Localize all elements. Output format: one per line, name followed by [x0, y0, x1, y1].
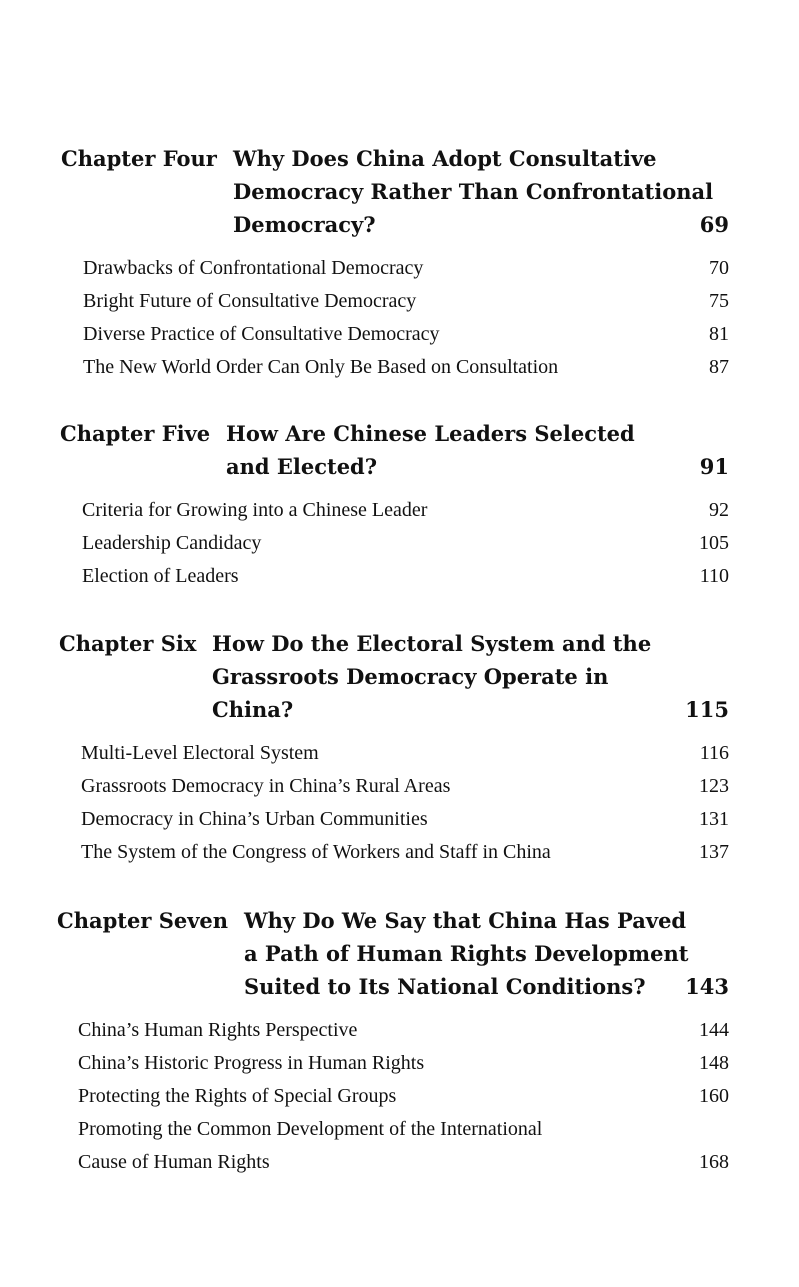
section-entry — [83, 351, 729, 384]
section-entry — [81, 770, 729, 803]
section-list — [82, 494, 729, 593]
section-page-number: 81 — [709, 323, 729, 345]
section-title: China’s Historic Progress in Human Rights — [78, 1052, 425, 1074]
section-title: Leadership Candidacy — [82, 532, 262, 554]
chapter-title-line: How Are Chinese Leaders Selected — [226, 421, 635, 446]
section-title: Protecting the Rights of Special Groups — [78, 1085, 397, 1107]
chapter-page-number: 69 — [699, 212, 729, 237]
chapter-title — [226, 417, 635, 483]
section-page-number: 92 — [709, 499, 729, 521]
section-title: The New World Order Can Only Be Based on Consultation — [83, 356, 559, 378]
section-entry — [82, 494, 729, 527]
chapter-title-line: Why Do We Say that China Has Paved — [244, 908, 687, 933]
section-title: Drawbacks of Confrontational Democracy — [83, 257, 424, 279]
section-title: Multi-Level Electoral System — [81, 742, 319, 764]
chapter-label: Chapter Six — [59, 631, 197, 656]
section-entry — [82, 527, 729, 560]
chapter-title-line: Suited to Its National Conditions? — [244, 974, 646, 999]
section-title: Promoting the Common Development of the International — [78, 1118, 543, 1140]
chapter-page-number: 143 — [685, 974, 729, 999]
section-page-number: 75 — [709, 290, 729, 312]
section-title: China’s Human Rights Perspective — [78, 1019, 358, 1041]
section-title: The System of the Congress of Workers and Staff in China — [81, 841, 551, 863]
chapter-title-line: a Path of Human Rights Development — [244, 941, 689, 966]
chapter-page-number: 91 — [699, 454, 729, 479]
section-title: Criteria for Growing into a Chinese Leader — [82, 499, 428, 521]
section-entry — [78, 1047, 729, 1080]
chapter-title-line: and Elected? — [226, 454, 378, 479]
chapter-title-line: Grassroots Democracy Operate in — [212, 664, 609, 689]
section-title: Election of Leaders — [82, 565, 239, 587]
section-entry — [78, 1113, 729, 1179]
section-title: Diverse Practice of Consultative Democracy — [83, 323, 440, 345]
chapter-page-number: 115 — [685, 697, 729, 722]
chapter-label: Chapter Seven — [57, 908, 229, 933]
section-page-number: 110 — [699, 565, 729, 587]
section-page-number: 148 — [699, 1052, 729, 1074]
section-entry — [83, 285, 729, 318]
section-title: Democracy in China’s Urban Communities — [81, 808, 428, 830]
chapter-title-line: China? — [212, 697, 294, 722]
chapter-title — [212, 627, 651, 726]
section-list — [81, 737, 729, 869]
section-entry — [81, 737, 729, 770]
section-entry — [78, 1080, 729, 1113]
chapter-title-line: Democracy? — [233, 212, 376, 237]
section-entry — [81, 803, 729, 836]
section-page-number: 87 — [709, 356, 729, 378]
section-title: Grassroots Democracy in China’s Rural Areas — [81, 775, 451, 797]
section-page-number: 137 — [699, 841, 729, 863]
section-page-number: 160 — [699, 1085, 729, 1107]
section-list — [83, 252, 729, 384]
section-page-number: 144 — [699, 1019, 729, 1041]
section-entry — [83, 318, 729, 351]
section-title: Bright Future of Consultative Democracy — [83, 290, 417, 312]
section-page-number: 123 — [699, 775, 729, 797]
chapter-title — [244, 904, 688, 1003]
section-title: Cause of Human Rights — [78, 1151, 270, 1173]
section-page-number: 70 — [709, 257, 729, 279]
section-page-number: 168 — [699, 1151, 729, 1173]
chapter-title-line: Why Does China Adopt Consultative — [233, 146, 657, 171]
chapter-title-line: How Do the Electoral System and the — [212, 631, 652, 656]
section-list — [78, 1014, 729, 1179]
chapter-title — [233, 142, 713, 241]
section-page-number: 105 — [699, 532, 729, 554]
chapter-title-line: Democracy Rather Than Confrontational — [233, 179, 714, 204]
chapter-label: Chapter Five — [60, 421, 211, 446]
section-page-number: 116 — [699, 742, 729, 764]
section-entry — [78, 1014, 729, 1047]
chapter-label: Chapter Four — [61, 146, 217, 171]
section-page-number: 131 — [699, 808, 729, 830]
section-entry — [83, 252, 729, 285]
section-entry — [82, 560, 729, 593]
section-entry — [81, 836, 729, 869]
